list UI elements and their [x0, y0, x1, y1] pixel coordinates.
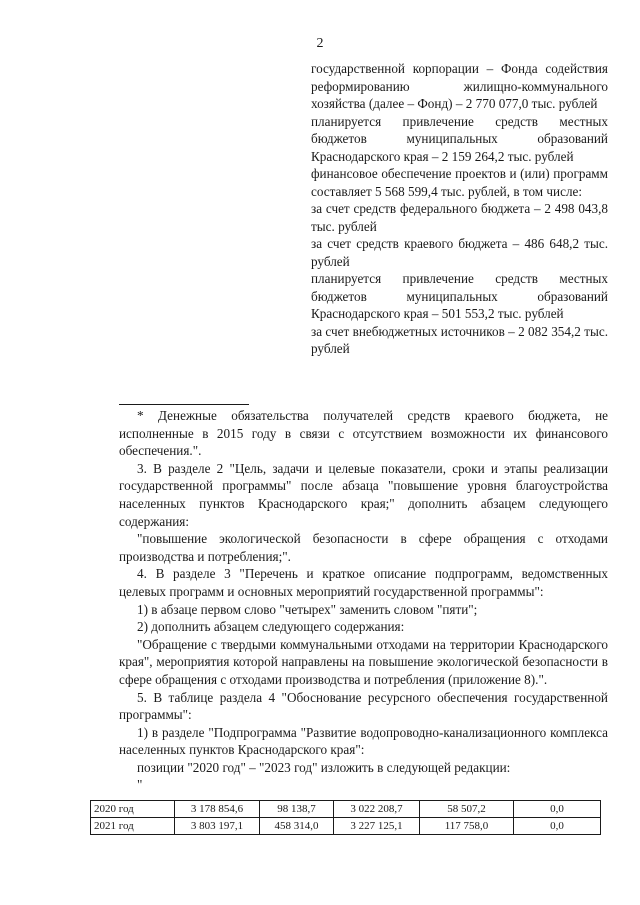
opening-quote: " [137, 777, 143, 793]
table-cell-year: 2021 год [91, 818, 175, 835]
page-number: 2 [316, 36, 324, 51]
local-budgets-paragraph-2: планируется привлечение средств местных бюджетов муниципальных образований Краснодарского края – 501 553,2 тыс. рублей [311, 271, 608, 321]
footnote-text: * Денежные обязательства получателей средств краевого бюджета, не исполненные в 2015 году в связи с отсутствием возможности их финансового обеспечения.". [119, 408, 608, 459]
table-row [91, 818, 601, 835]
item-3-paragraph: 3. В разделе 2 "Цель, задачи и целевые показатели, сроки и этапы реализации государственной программы" после абзаца "повышение уровня благоустройства населенных пунктов Краснодарского края;" дополнить абзацем следующего содержания: [119, 460, 608, 529]
local-budgets-paragraph: планируется привлечение средств местных бюджетов муниципальных образований Краснодарского края – 2 159 264,2 тыс. рублей [311, 113, 608, 164]
document-body [119, 407, 608, 794]
item-4-sub-1: 1) в абзаце первом слово "четырех" заменить словом "пяти"; [137, 601, 478, 617]
funding-column [311, 60, 608, 358]
regional-budget-paragraph: за счет средств краевого бюджета – 486 648,2 тыс. рублей [311, 236, 608, 269]
federal-budget-paragraph: за счет средств федерального бюджета – 2 498 043,8 тыс. рублей [311, 201, 608, 234]
table-cell: 117 758,0 [420, 818, 514, 835]
table-cell: 0,0 [514, 801, 601, 818]
table-cell: 3 803 197,1 [175, 818, 260, 835]
item-5-positions: позиции "2020 год" – "2023 год" изложить в следующей редакции: [137, 759, 511, 775]
table-cell: 3 022 208,7 [334, 801, 420, 818]
item-4-quote: "Обращение с твердыми коммунальными отходами на территории Краснодарского края", мероприятия которой направлены на повышение экологической безопасности в сфере обращения с отходами производства и потребления (приложение 8).". [119, 636, 608, 687]
item-5-paragraph: 5. В таблице раздела 4 "Обоснование ресурсного обеспечения государственной программы": [119, 689, 608, 723]
fund-paragraph: государственной корпорации – Фонда содействия реформированию жилищно-коммунального хозяйства (далее – Фонд) – 2 770 077,0 тыс. рублей [311, 61, 608, 111]
extrabudgetary-paragraph: за счет внебюджетных источников – 2 082 354,2 тыс. рублей [311, 323, 608, 356]
table-cell: 3 227 125,1 [334, 818, 420, 835]
item-5-sub-1: 1) в разделе "Подпрограмма "Развитие водопроводно-канализационного комплекса населенных пунктов Краснодарского края": [119, 724, 608, 758]
table-cell: 98 138,7 [260, 801, 334, 818]
item-4-paragraph: 4. В разделе 3 "Перечень и краткое описание подпрограмм, ведомственных целевых программ и основных мероприятий государственной программы": [119, 566, 608, 599]
item-3-quote: "повышение экологической безопасности в сфере обращения с отходами производства и потребления;". [119, 531, 608, 564]
table-row [91, 801, 601, 818]
financing-table [90, 800, 600, 835]
table-cell: 58 507,2 [420, 801, 514, 818]
footnote-separator [119, 404, 249, 405]
projects-financing-paragraph: финансовое обеспечение проектов и (или) программ составляет 5 568 599,4 тыс. рублей, в том числе: [311, 166, 608, 199]
item-4-sub-2: 2) дополнить абзацем следующего содержания: [137, 619, 405, 635]
table-cell-year: 2020 год [91, 801, 175, 818]
table-cell: 3 178 854,6 [175, 801, 260, 818]
table-cell: 0,0 [514, 818, 601, 835]
table-cell: 458 314,0 [260, 818, 334, 835]
